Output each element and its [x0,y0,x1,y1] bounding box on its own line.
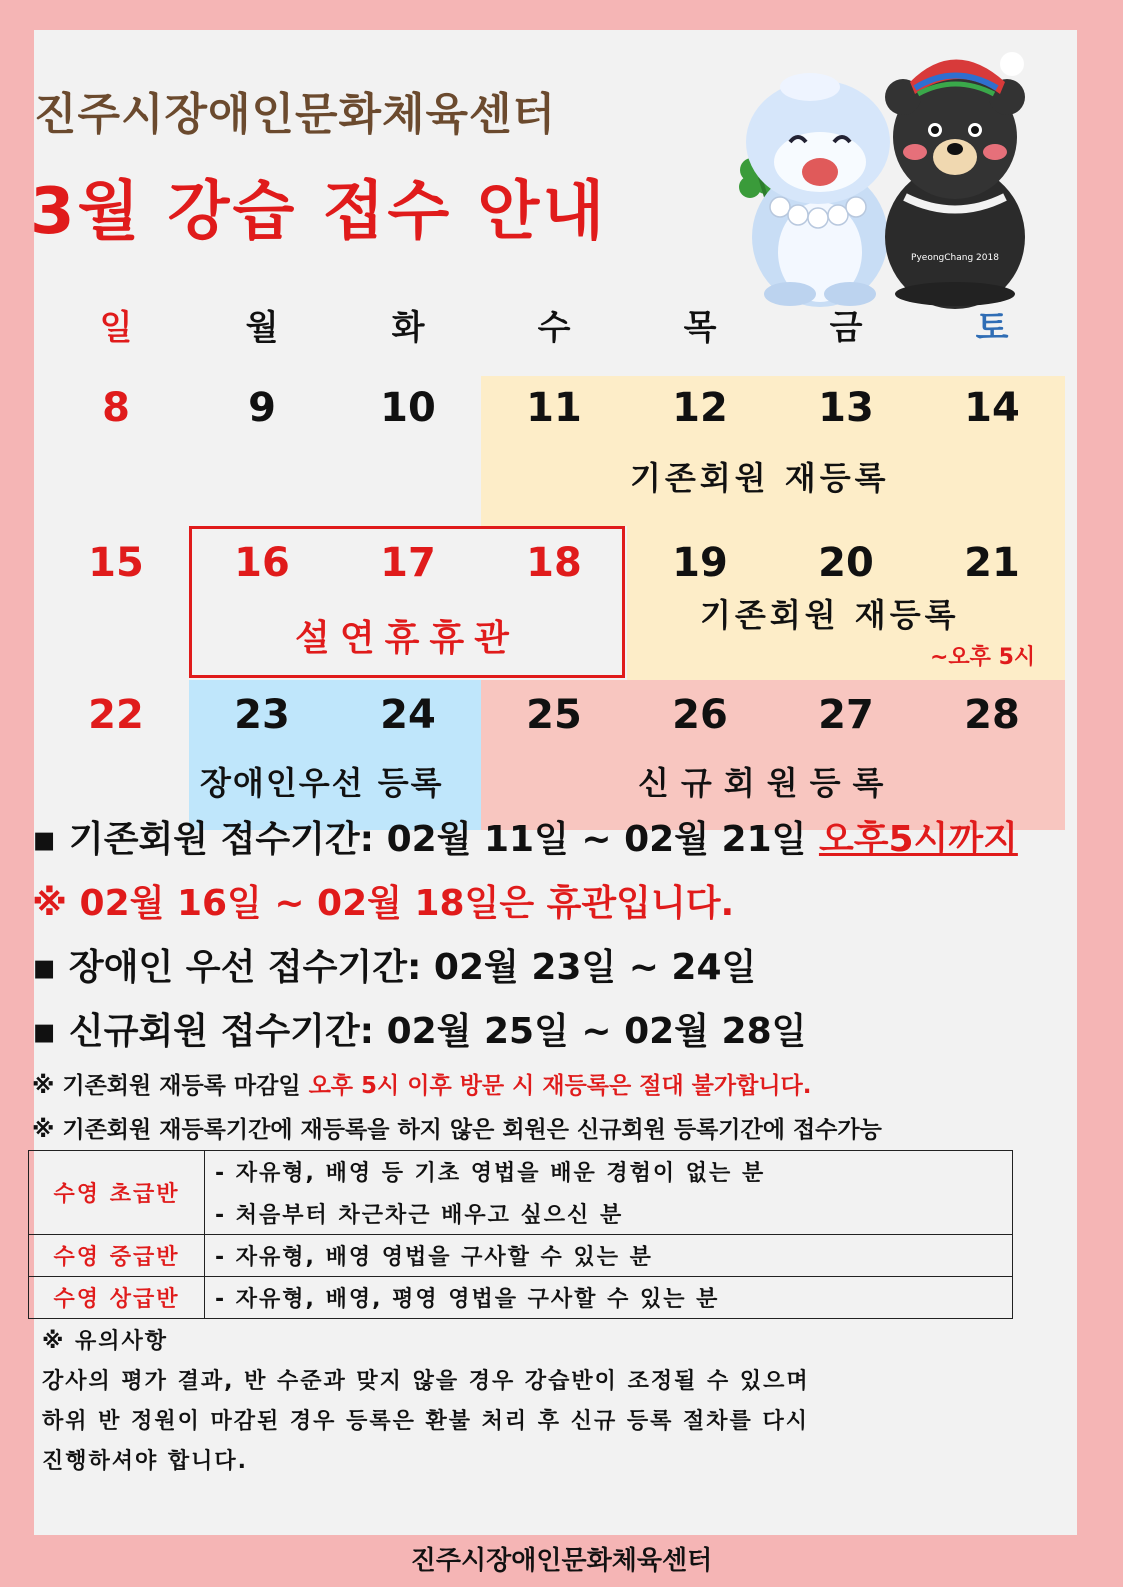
weekday-thu: 목 [683,308,717,348]
swim-levels-table [28,1150,1013,1319]
date-17: 17 [380,540,436,586]
mascot-shirt-text: PyeongChang 2018 [911,253,999,263]
note-renew-deadline [32,1064,1032,1108]
notices [32,808,1032,1152]
date-10: 10 [380,385,436,431]
date-19: 19 [672,540,728,586]
date-21: 21 [964,540,1020,586]
note-new-registration: ※ 기존회원 재등록기간에 재등록을 하지 않은 회원은 신규회원 등록기간에 접수가능 [32,1117,882,1143]
level-beginner: 수영 초급반 [29,1151,205,1235]
caution-title: ※ 유의사항 [42,1329,169,1354]
date-12: 12 [672,385,728,431]
date-23: 23 [234,692,290,738]
caution-line-2: 하위 반 정원이 마감된 경우 등록은 환불 처리 후 신규 등록 절차를 다시 [42,1409,809,1434]
date-9: 9 [248,385,276,431]
date-27: 27 [818,692,874,738]
level-advanced-desc: - 자유형, 배영, 평영 영법을 구사할 수 있는 분 [205,1277,1013,1319]
table-row [29,1235,1013,1277]
level-intermediate-desc: - 자유형, 배영 영법을 구사할 수 있는 분 [205,1235,1013,1277]
date-16: 16 [234,540,290,586]
date-22: 22 [88,692,144,738]
table-row [29,1277,1013,1319]
date-20: 20 [818,540,874,586]
date-28: 28 [964,692,1020,738]
holiday-label: 설연휴휴관 [295,618,519,659]
weekday-sat: 토 [975,308,1009,348]
weekday-mon: 월 [245,308,279,348]
notice-existing [32,808,1032,872]
date-8: 8 [102,385,130,431]
main-title: 3월 강습 접수 안내 [30,175,608,249]
caution-section [42,1322,810,1482]
table-row [29,1151,1013,1193]
caution-line-1: 강사의 평가 결과, 반 수준과 맞지 않을 경우 강습반이 조정될 수 있으며 [42,1369,810,1394]
renew-deadline-note: ~오후 5시 [930,645,1036,670]
notice-disabled: ▪ 장애인 우선 접수기간: 02월 23일 ~ 24일 [32,947,757,988]
caution-line-3: 진행하셔야 합니다. [42,1449,249,1474]
note1-prefix: ※ 기존회원 재등록 마감일 [32,1073,309,1099]
date-11: 11 [526,385,582,431]
level-advanced: 수영 상급반 [29,1277,205,1319]
notice-holiday: ※ 02월 16일 ~ 02월 18일은 휴관입니다. [32,883,735,924]
renew-label-week1: 기존회원 재등록 [630,459,890,497]
level-beginner-desc-2: - 처음부터 차근차근 배우고 싶으신 분 [205,1193,1013,1235]
renew-label-week2: 기존회원 재등록 [700,596,960,634]
notice-existing-text: ▪ 기존회원 접수기간: 02월 11일 ~ 02월 21일 [32,819,819,860]
notice-new: ▪ 신규회원 접수기간: 02월 25일 ~ 02월 28일 [32,1011,807,1052]
date-14: 14 [964,385,1020,431]
level-intermediate: 수영 중급반 [29,1235,205,1277]
note1-warning: 오후 5시 이후 방문 시 재등록은 절대 불가합니다. [308,1073,812,1099]
notice-existing-deadline: 오후5시까지 [818,819,1018,860]
level-beginner-desc-1: - 자유형, 배영 등 기초 영법을 배운 경험이 없는 분 [205,1151,1013,1193]
weekday-tue: 화 [391,308,425,348]
date-15: 15 [88,540,144,586]
date-18: 18 [526,540,582,586]
weekday-fri: 금 [829,308,863,348]
bandabi-mascot [885,52,1025,309]
disabled-priority-label: 장애인우선 등록 [200,764,444,802]
org-title: 진주시장애인문화체육센터 [34,89,557,140]
weekday-sun: 일 [99,308,133,348]
date-13: 13 [818,385,874,431]
date-26: 26 [672,692,728,738]
weekday-wed: 수 [537,308,571,348]
footer-org-name: 진주시장애인문화체육센터 [410,1546,713,1576]
date-24: 24 [380,692,436,738]
date-25: 25 [526,692,582,738]
mascots-illustration [710,22,1040,312]
new-member-label: 신규회원등록 [638,764,896,802]
